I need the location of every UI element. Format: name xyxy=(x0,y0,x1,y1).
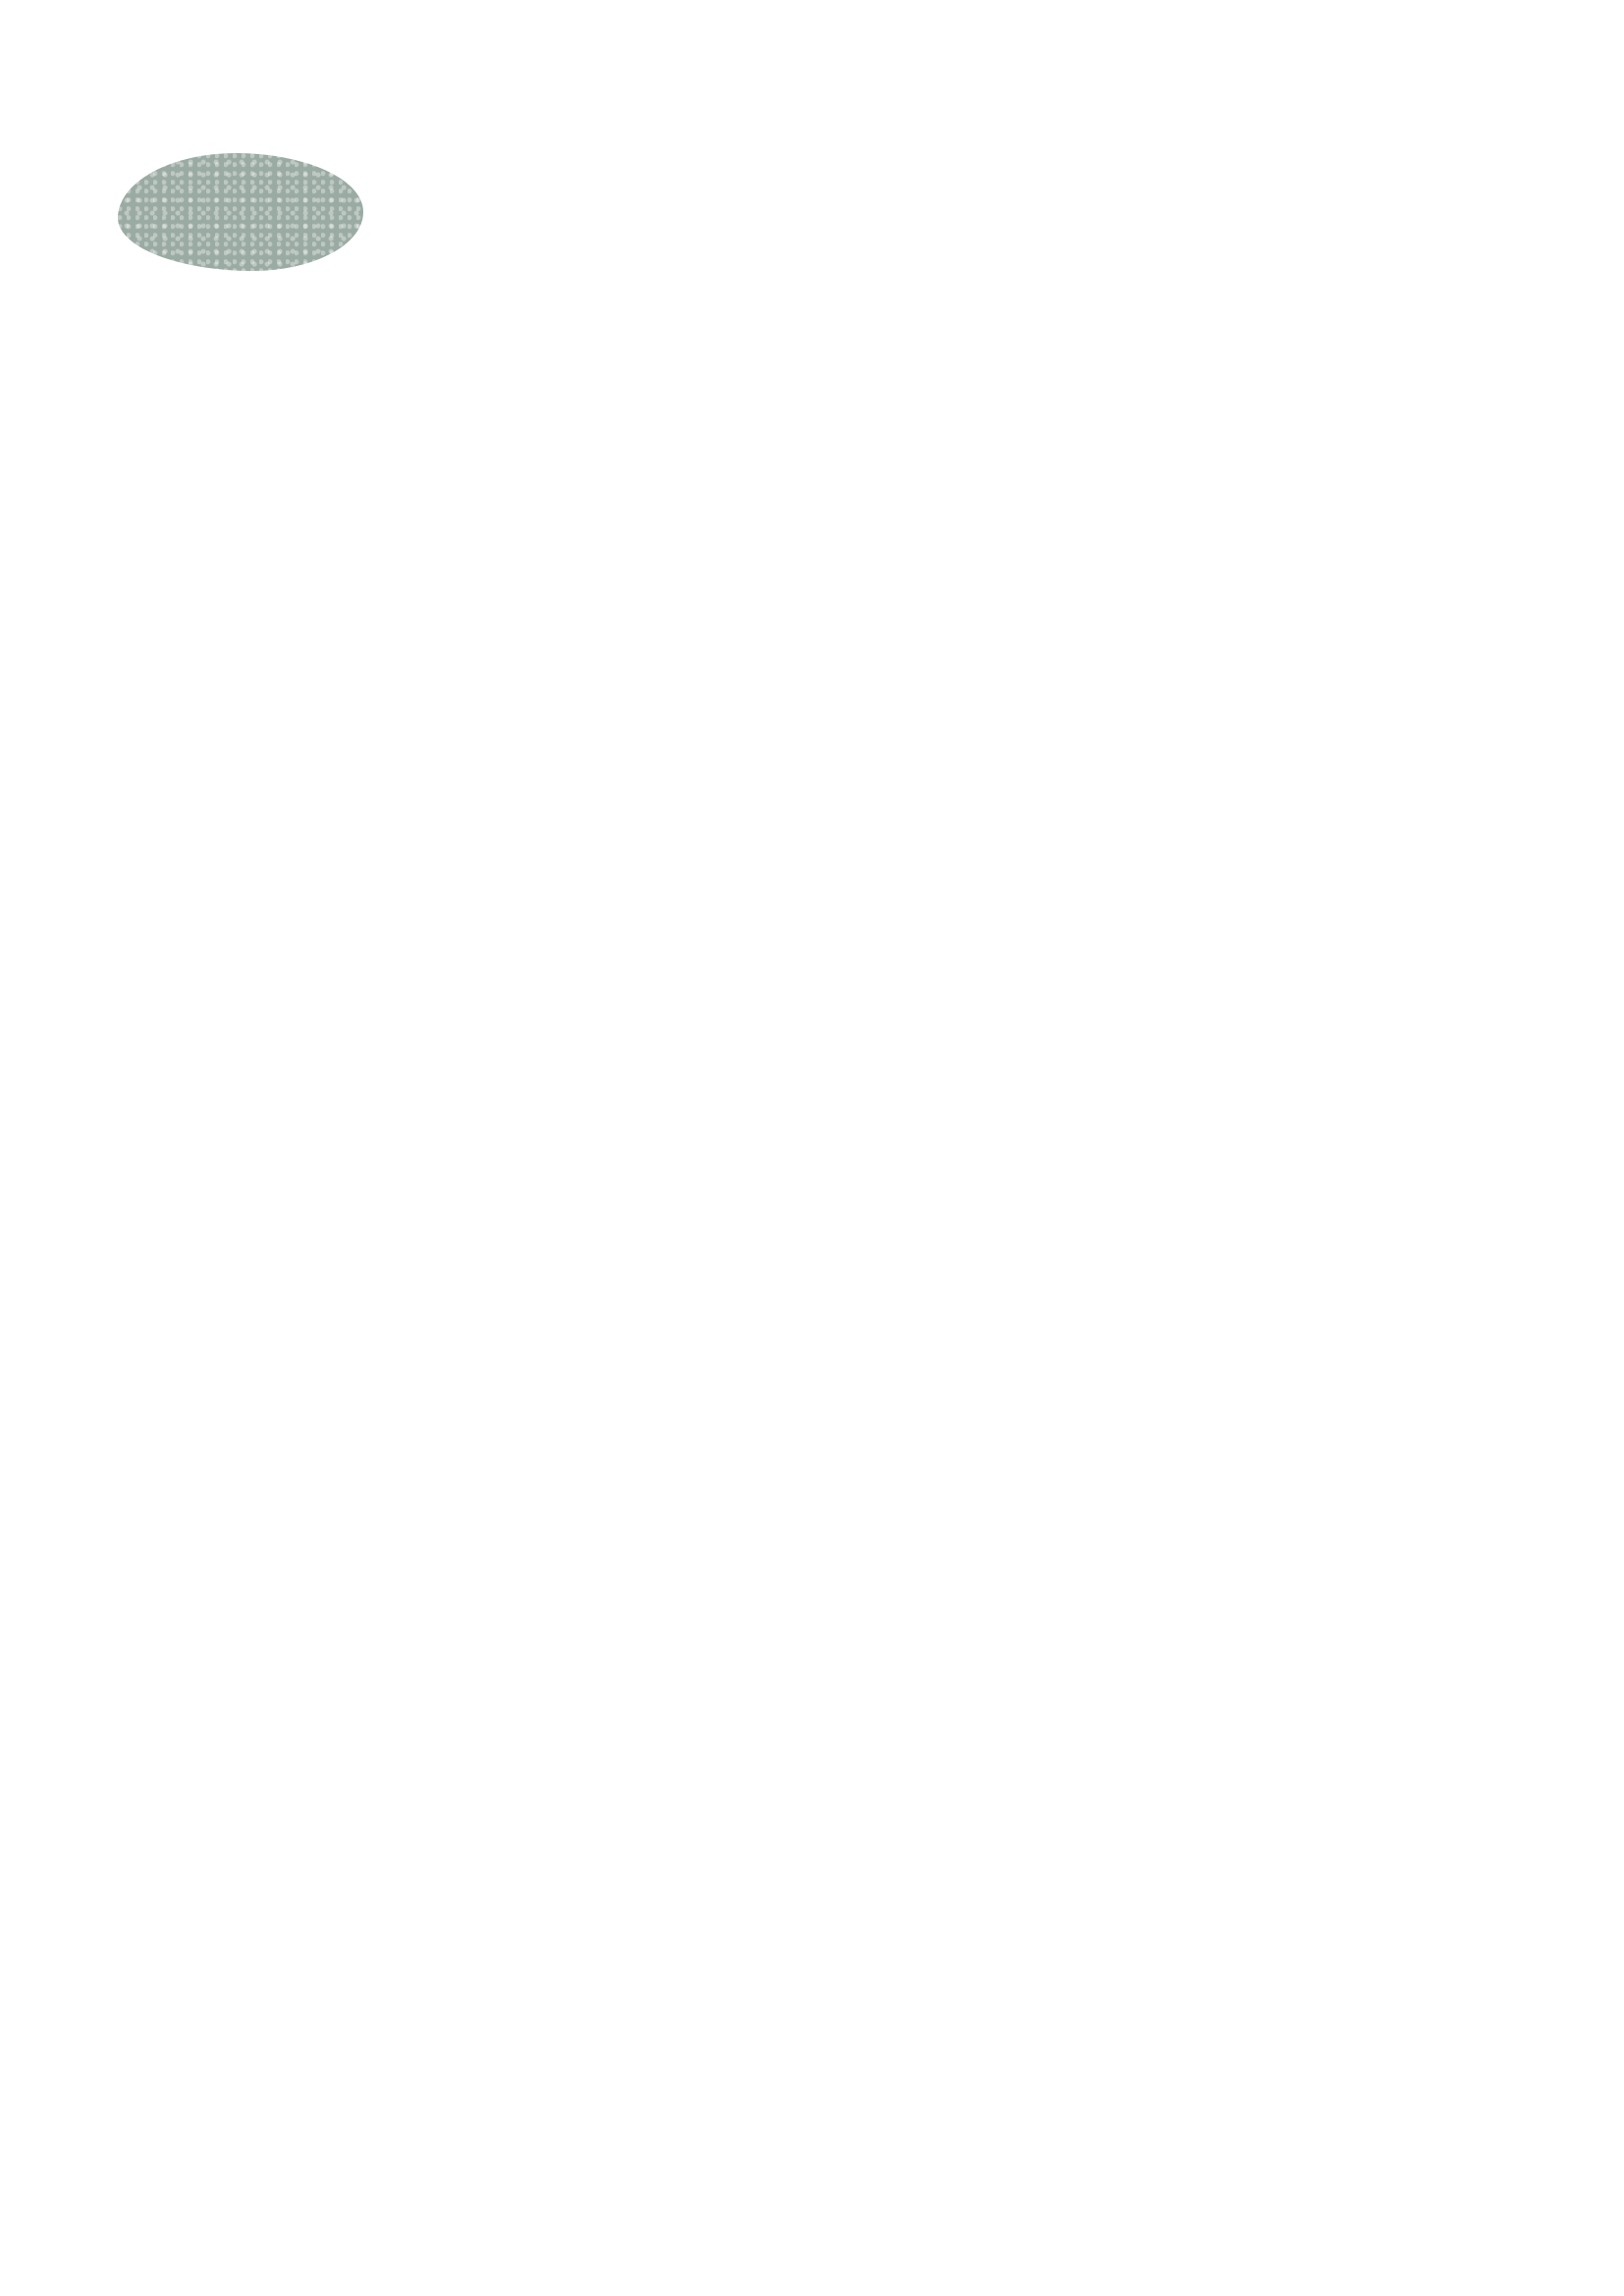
logo-splatter-shape xyxy=(118,153,363,271)
managercoach-logo xyxy=(110,145,370,293)
